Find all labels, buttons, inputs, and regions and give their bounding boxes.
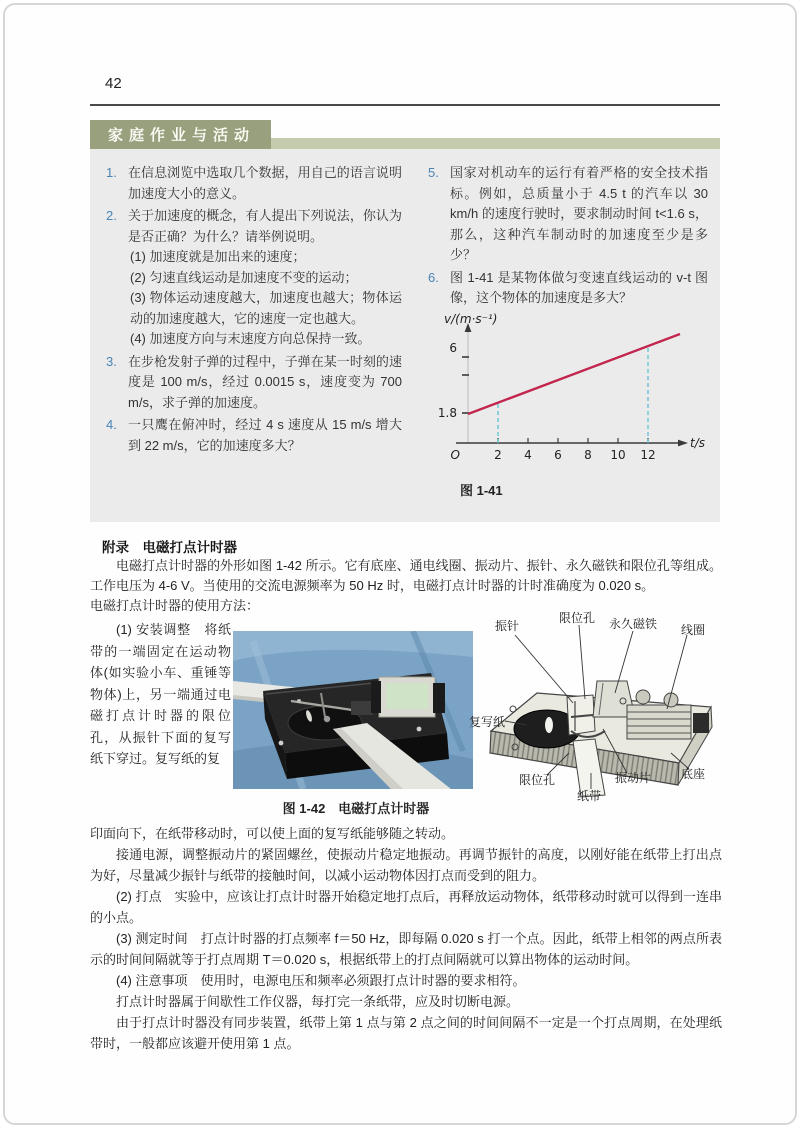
ytick-6: 6	[449, 340, 457, 355]
xtick-4: 4	[524, 447, 532, 462]
question-text	[128, 206, 402, 350]
question-number: 4.	[106, 417, 117, 432]
label-base: 底座	[681, 767, 706, 781]
vt-graph-figure	[426, 313, 708, 499]
homework-panel	[90, 149, 720, 522]
timer-photo-image	[233, 631, 473, 789]
label-magnet: 永久磁铁	[609, 617, 658, 631]
vt-graph	[426, 313, 708, 471]
paragraph: (4) 注意事项 使用时，电源电压和频率必须跟打点计时器的要求相符。	[116, 973, 526, 988]
label-needle: 振针	[495, 619, 520, 633]
ytick-1-8: 1.8	[437, 405, 457, 420]
question-text: 国家对机动车的运行有着严格的安全技术指标。例如，总质量小于 4.5 t 的汽车以 30 km/h 的速度行驶时，要求制动时间 t<1.6 s，那么，这种汽车制动时的加速度至少是多少？	[450, 165, 708, 262]
appendix-title: 附录 电磁打点计时器	[102, 540, 237, 555]
homework-header	[90, 120, 720, 149]
vt-line	[468, 334, 680, 414]
paragraph: 由于打点计时器没有同步装置，纸带上第 1 点与第 2 点之间的时间间隔不一定是一个打点周期，在处理纸带时，一般都应该避开使用第 1 点。	[90, 1015, 722, 1051]
question-2-option-1: (1) 加速度就是加出来的速度；	[130, 249, 306, 264]
figure-1-41-caption: 图 1-41	[460, 482, 503, 498]
appendix-intro: 电磁打点计时器的外形如图 1-42 所示。它有底座、通电线圈、振动片、振针、永久磁铁和限位孔等组成。工作电压为 4-6 V。当使用的交流电源频率为 50 Hz 时，电磁打点计时器的计时准确度为 0.020 s。	[90, 558, 722, 593]
y-axis-label: v/(m·s⁻¹)	[444, 312, 498, 326]
question-text: 图 1-41 是某物体做匀变速直线运动的 v-t 图像，这个物体的加速度是多大？	[450, 269, 708, 305]
xtick-2: 2	[494, 447, 502, 462]
timer-photo	[233, 631, 473, 789]
question-5	[426, 163, 708, 266]
paragraph: 印面向下，在纸带移动时，可以使上面的复写纸能够随之转动。	[90, 826, 455, 841]
xtick-6: 6	[554, 447, 562, 462]
question-number: 5.	[428, 165, 439, 180]
paragraph: (3) 测定时间 打点计时器的打点频率 f＝50 Hz，即每隔 0.020 s 打一个点。因此，纸带上相邻的两点所表示的时间间隔就等于打点周期 T＝0.020 s，根据纸带上的打点间隔就可以算出物体的运动时间。	[90, 931, 722, 967]
question-3	[104, 352, 402, 414]
top-rule	[90, 104, 720, 106]
question-2-option-3: (3) 物体运动速度越大，加速度也越大；物体运动的加速度越大，它的速度一定也越大。	[130, 290, 402, 326]
question-number: 3.	[106, 353, 117, 369]
textbook-page	[3, 3, 797, 1125]
xtick-8: 8	[584, 447, 592, 462]
appendix-paragraphs	[90, 823, 722, 1054]
label-limit-hole-top: 限位孔	[559, 611, 596, 625]
label-paper-tape: 纸带	[577, 789, 602, 803]
question-2-option-4: (4) 加速度方向与末速度方向总保持一致。	[130, 331, 371, 346]
timer-diagram	[469, 611, 722, 803]
question-2-option-2: (2) 匀速直线运动是加速度不变的运动；	[130, 269, 358, 285]
x-axis-label: t/s	[690, 435, 705, 450]
questions-right-column	[426, 163, 708, 512]
label-carbon-paper: 复写纸	[469, 715, 506, 729]
homework-header-title: 家庭作业与活动	[90, 120, 271, 149]
paragraph: 打点计时器属于间歇性工作仪器，每打完一条纸带，应及时切断电源。	[116, 994, 520, 1009]
figure-1-42-row	[90, 611, 722, 803]
question-6	[426, 268, 708, 309]
label-coil: 线圈	[681, 623, 706, 637]
appendix-usage-lead: 电磁打点计时器的使用方法：	[90, 598, 260, 613]
install-adjust-text: (1) 安装调整 将纸带的一端固定在运动物体(如实验小车、重锤等物体)上，另一端通过电磁打点计时器的限位孔，从振针下面的复写纸下穿过。复写纸的复	[90, 622, 231, 766]
question-number: 1.	[106, 165, 117, 180]
origin-label: O	[450, 447, 460, 462]
question-text: 在步枪发射子弹的过程中，子弹在某一时刻的速度是 100 m/s，经过 0.0015 s，速度变为 700 m/s，求子弹的加速度。	[128, 353, 402, 410]
paragraph: 接通电源，调整振动片的紧固螺丝，使振动片稳定地振动。再调节振针的高度，以刚好能在纸带上打出点为好，尽量减少振针与纸带的接触时间，以减小运动物体因打点而受到的阻力。	[90, 847, 722, 883]
question-number: 6.	[428, 269, 439, 285]
question-1	[104, 163, 402, 204]
label-vibrator-strip: 振动片	[615, 771, 652, 785]
figure-1-42-caption: 图 1-42 电磁打点计时器	[282, 801, 430, 816]
xtick-10: 10	[610, 447, 626, 462]
question-text: 一只鹰在俯冲时，经过 4 s 速度从 15 m/s 增大到 22 m/s，它的加速度多大？	[128, 417, 402, 453]
question-4	[104, 415, 402, 456]
homework-header-strip	[271, 138, 720, 149]
question-2	[104, 206, 402, 350]
label-limit-hole-bottom: 限位孔	[519, 773, 556, 787]
question-number: 2.	[106, 208, 117, 223]
paragraph: (2) 打点 实验中，应该让打点计时器开始稳定地打点后，再释放运动物体，纸带移动时就可以得到一连串的小点。	[90, 889, 722, 925]
question-text: 在信息浏览中选取几个数据，用自己的语言说明加速度大小的意义。	[128, 165, 402, 201]
xtick-12: 12	[640, 447, 656, 462]
question-2-stem: 关于加速度的概念，有人提出下列说法，你认为是否正确？为什么？请举例说明。	[128, 208, 402, 244]
page-number: 42	[105, 75, 122, 92]
questions-left-column	[104, 163, 402, 512]
